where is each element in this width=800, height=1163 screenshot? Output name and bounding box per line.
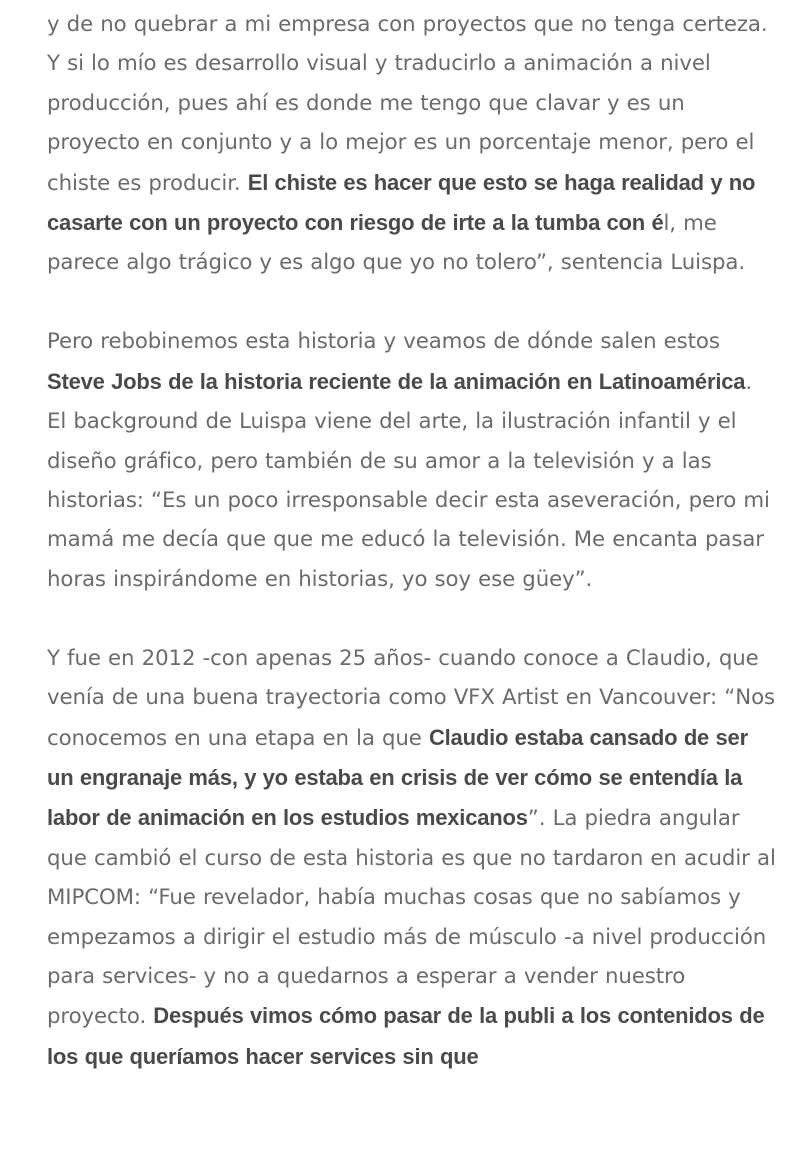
paragraph-text: ”. La piedra angular que cambió el curso de esta historia es que no tardaron en acudir al MIPCOM: “Fue revelador, había muchas cosas que no sabíamos y empezamos a dirigir el estudio más de músculo -a nivel producción para services- y no a quedarnos a esperar a vender nuestro proyecto.: [47, 806, 776, 1030]
bold-highlight: Steve Jobs de la historia reciente de la animación en Latinoamérica: [47, 368, 746, 394]
paragraph-text: Pero rebobinemos esta historia y veamos de dónde salen estos: [47, 329, 720, 355]
paragraph-text: Y fue en 2012 -con apenas 25 años- cuando conoce a Claudio, que venía de una buena trayectoria como VFX Artist en Vancouver: “Nos conocemos en una etapa en la que: [47, 645, 775, 751]
bold-highlight: Claudio estaba cansado de ser un engranaje más, y yo estaba en crisis de ver cómo se entendía la labor de animación en los estudios mexicanos: [47, 724, 748, 831]
paragraph-text: . El background de Luispa viene del arte, la ilustración infantil y el diseño gráfico, pero también de su amor a la televisión y a las historias: “Es un poco irresponsable decir esta aseveración, pero mi mamá me decía que que me educó la televisión. Me encanta pasar horas inspirándome en historias, yo soy ese güey”.: [47, 369, 770, 592]
bold-highlight: Después vimos cómo pasar de la publi a los contenidos de los que queríamos hacer services sin que: [47, 1003, 765, 1069]
paragraph-3: [47, 639, 777, 1077]
bold-highlight: El chiste es hacer que esto se haga realidad y no casarte con un proyecto con riesgo de irte a la tumba con é: [47, 169, 756, 236]
paragraph-text: y de no quebrar a mi empresa con proyectos que no tenga certeza. Y si lo mío es desarrollo visual y traducirlo a animación a nivel producción, pues ahí es donde me tengo que clavar y es un proyecto en conjunto y a lo mejor es un porcentaje menor, pero el chiste es producir.: [47, 12, 768, 196]
article-body: [47, 5, 777, 1117]
paragraph-text: l, me parece algo trágico y es algo que yo no tolero”, sentencia Luispa.: [47, 211, 746, 276]
paragraph-2: [47, 322, 777, 599]
paragraph-1: [47, 5, 777, 283]
